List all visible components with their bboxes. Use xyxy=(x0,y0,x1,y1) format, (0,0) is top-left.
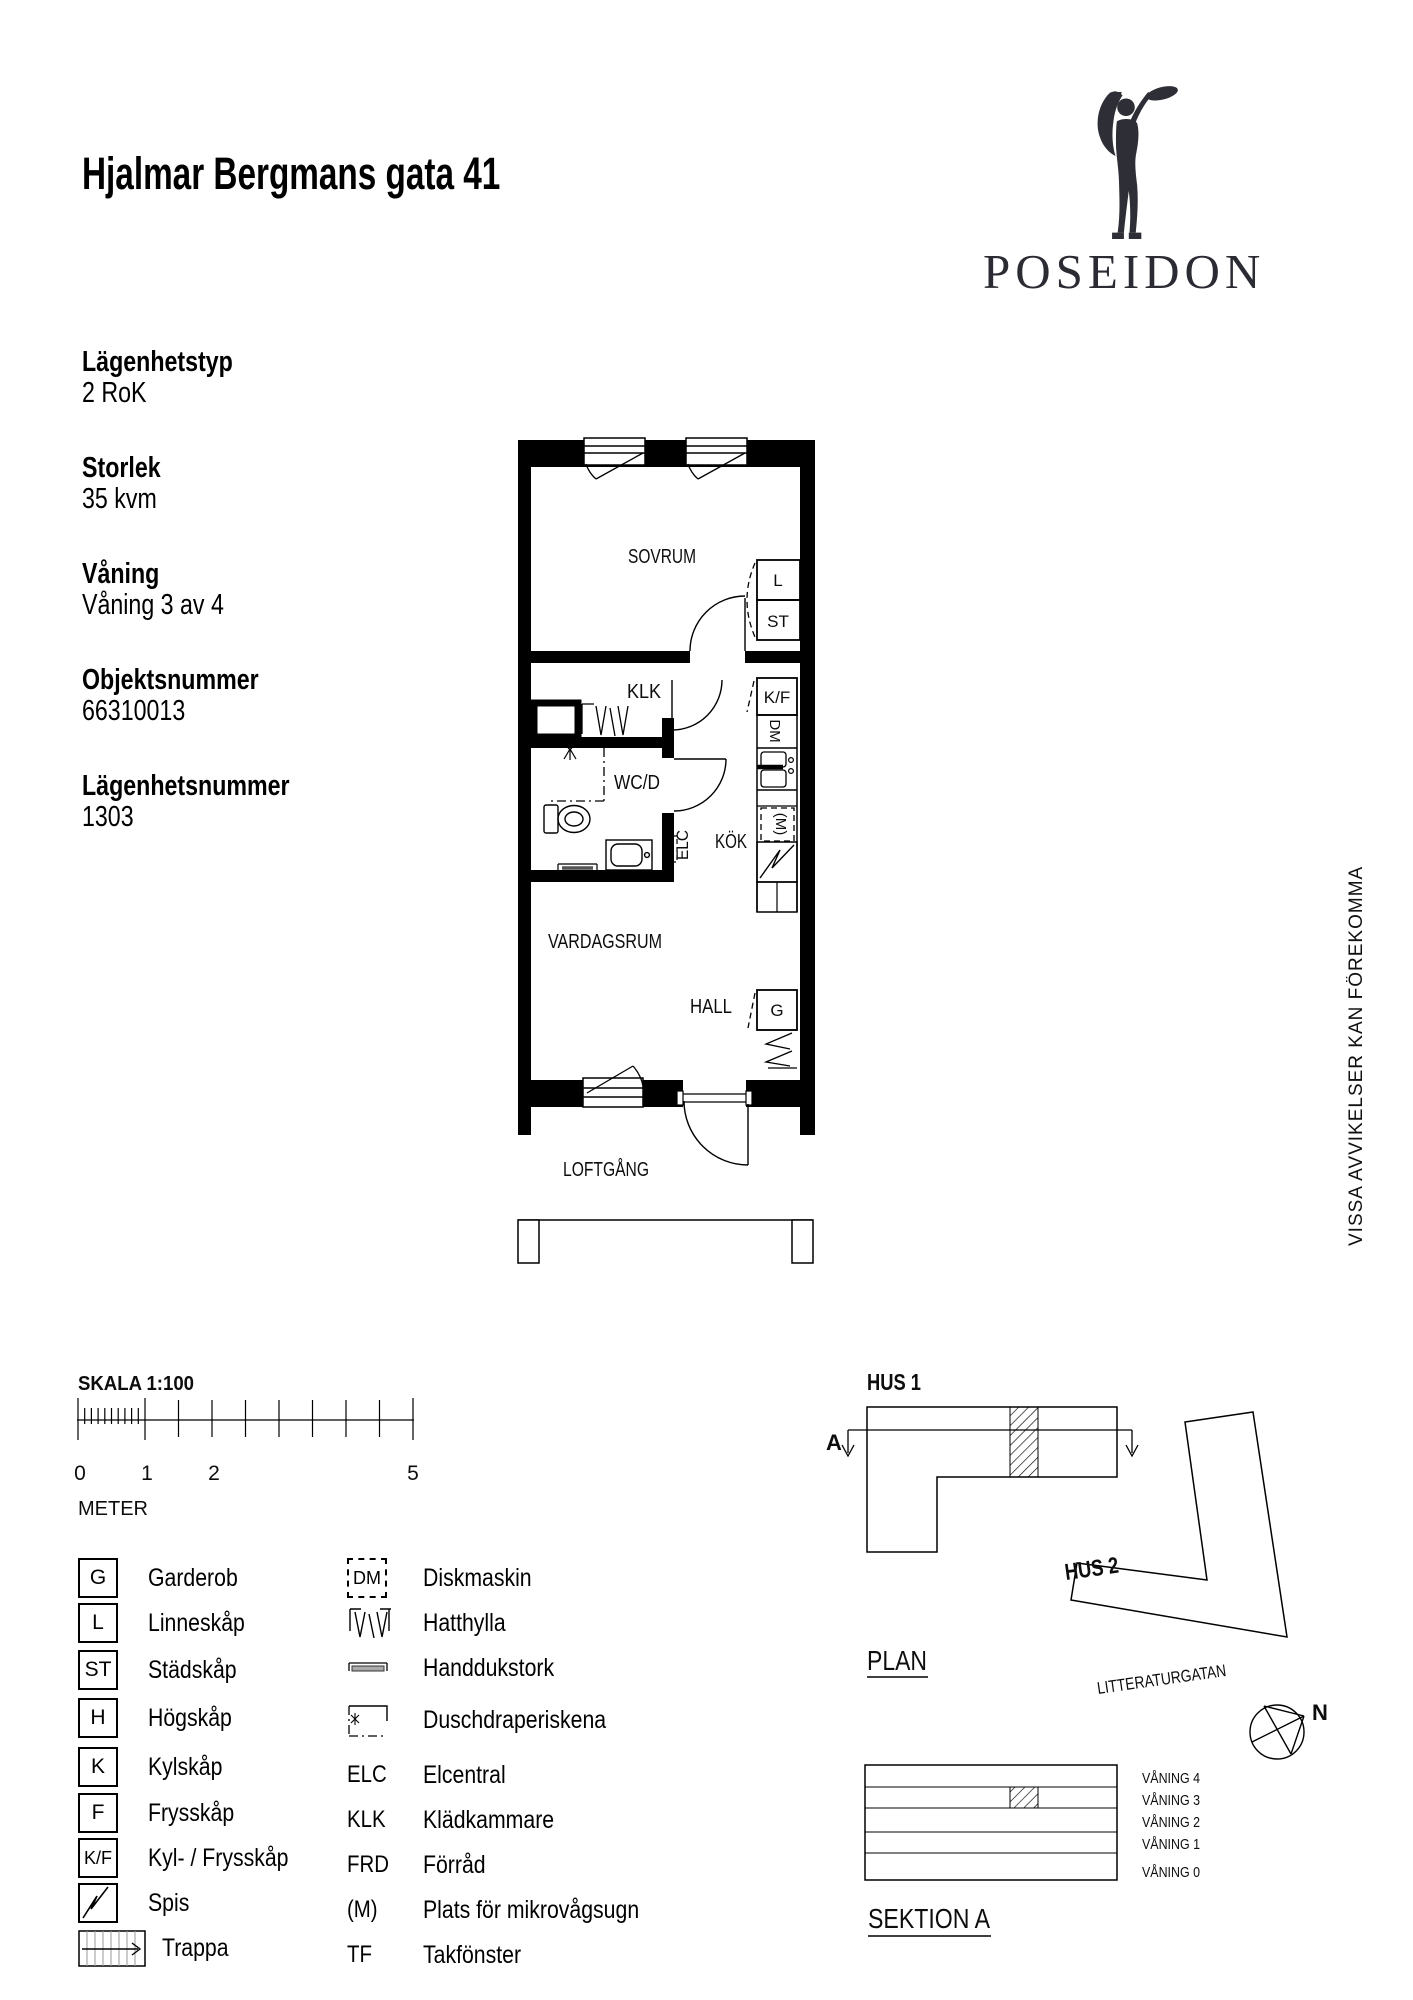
fixture-label-st: ST xyxy=(767,612,789,631)
spis-icon xyxy=(78,1883,118,1923)
north-label: N xyxy=(1312,1700,1328,1725)
legend-row-trappa xyxy=(78,1928,240,1968)
hus1-label: HUS 1 xyxy=(867,1369,922,1395)
diskmaskin-symbol: DM xyxy=(347,1558,387,1598)
legend-row-garderob xyxy=(78,1558,254,1598)
legend-row-duschdraperiskena xyxy=(347,1700,638,1740)
info-vaning xyxy=(82,559,422,621)
fixture-label-kf: K/F xyxy=(763,688,791,707)
legend-row-forrad xyxy=(347,1845,497,1885)
entrance-door xyxy=(677,1080,752,1165)
apartment-position-hatch xyxy=(1010,1407,1038,1477)
forrad-symbol: FRD xyxy=(347,1851,389,1878)
fixture-label-m: (M) xyxy=(772,812,789,836)
info-label: Lägenhetsnummer xyxy=(82,770,290,802)
info-label: Objektsnummer xyxy=(82,664,259,696)
info-label: Storlek xyxy=(82,452,161,484)
info-lagenhetstyp xyxy=(82,347,422,409)
info-storlek xyxy=(82,453,422,515)
scale-tick-2: 2 xyxy=(208,1462,220,1485)
shaft xyxy=(534,703,578,737)
info-lagenhetsnummer xyxy=(82,771,422,833)
legend-label: Klädkammare xyxy=(423,1805,555,1834)
legend-label: Trappa xyxy=(162,1933,229,1962)
info-value: 2 RoK xyxy=(82,377,147,409)
legend-label: Linneskåp xyxy=(148,1608,245,1637)
scale-ruler xyxy=(77,1398,414,1440)
mikro-symbol: (M) xyxy=(347,1896,378,1923)
fixture-label-l: L xyxy=(773,571,783,590)
legend-label: Kyl- / Frysskåp xyxy=(148,1843,289,1872)
legend-row-diskmaskin xyxy=(347,1558,551,1598)
scale-tick-1: 1 xyxy=(141,1462,153,1485)
towel-rail-icon xyxy=(558,864,597,871)
hus2-label: HUS 2 xyxy=(1063,1549,1134,1585)
info-value: 66310013 xyxy=(82,695,186,727)
takfonster-symbol: TF xyxy=(347,1941,372,1968)
legend-label: Handdukstork xyxy=(423,1653,555,1682)
legend-label: Garderob xyxy=(148,1563,238,1592)
scale-unit: METER xyxy=(78,1498,148,1520)
legend-row-frysskap xyxy=(78,1793,249,1833)
washbasin-icon xyxy=(606,840,652,870)
scale-tick-5: 5 xyxy=(407,1462,419,1485)
section-title: SEKTION A xyxy=(868,1903,991,1934)
scale-title: SKALA 1:100 xyxy=(78,1373,194,1395)
legend-label: Kylskåp xyxy=(148,1752,223,1781)
legend-row-linneskap xyxy=(78,1603,262,1643)
info-value: Våning 3 av 4 xyxy=(82,589,224,621)
trappa-icon xyxy=(78,1930,146,1967)
section-apartment-hatch xyxy=(1010,1787,1038,1808)
legend-row-hogskap xyxy=(78,1698,247,1738)
shower-rail xyxy=(547,748,604,801)
room-label-hall: HALL xyxy=(690,996,732,1018)
hatthylla-icon xyxy=(347,1605,393,1641)
stadskap-symbol: ST xyxy=(78,1650,118,1690)
legend-row-stadskap xyxy=(78,1650,252,1690)
floor-label-2: VÅNING 2 xyxy=(1142,1814,1200,1831)
hatthylla-hall-icon xyxy=(766,1033,792,1066)
frysskap-symbol: F xyxy=(78,1793,118,1833)
walkway xyxy=(518,1220,813,1263)
floor-label-4: VÅNING 4 xyxy=(1142,1770,1200,1787)
duschdraperiskena-icon xyxy=(347,1699,391,1741)
kyl-frysskap-symbol: K/F xyxy=(78,1838,118,1878)
info-value: 1303 xyxy=(82,801,134,833)
legend-label: Diskmaskin xyxy=(423,1563,532,1592)
floor-label-3: VÅNING 3 xyxy=(1142,1792,1200,1809)
floor-label-1: VÅNING 1 xyxy=(1142,1836,1200,1853)
legend-row-kladkammare xyxy=(347,1800,577,1840)
statue-icon xyxy=(1056,78,1196,248)
room-label-elc: ELC xyxy=(673,826,692,860)
legend-label: Städskåp xyxy=(148,1655,237,1684)
scale-tick-0: 0 xyxy=(74,1462,86,1485)
section-mark-a: A xyxy=(826,1430,842,1455)
kylskap-symbol: K xyxy=(78,1747,118,1787)
legend-label: Förråd xyxy=(423,1850,486,1879)
handdukstork-icon xyxy=(347,1659,389,1677)
fixture-label-g: G xyxy=(770,1001,784,1020)
garderob-symbol: G xyxy=(78,1558,118,1598)
legend-label: Duschdraperiskena xyxy=(423,1705,607,1734)
floor-label-0: VÅNING 0 xyxy=(1142,1864,1200,1881)
elcentral-symbol: ELC xyxy=(347,1761,387,1788)
section-cut-line xyxy=(842,1430,1138,1456)
siteplan-and-section xyxy=(815,1355,1360,1965)
hus2-outline xyxy=(1071,1412,1287,1637)
legend-label: Plats för mikrovågsugn xyxy=(423,1895,640,1924)
disclaimer-vertical-text: VISSA AVVIKELSER KAN FÖREKOMMA xyxy=(1346,865,1367,1246)
room-label-vardagsrum: VARDAGSRUM xyxy=(548,931,662,953)
legend-row-elcentral xyxy=(347,1755,520,1795)
legend-label: Elcentral xyxy=(423,1760,506,1789)
bathroom-fixtures xyxy=(544,745,677,871)
compass-north-icon xyxy=(1250,1705,1304,1759)
room-label-sovrum: SOVRUM xyxy=(628,546,696,568)
info-value: 35 kvm xyxy=(82,483,157,515)
info-objektsnummer xyxy=(82,665,422,727)
livingroom-window xyxy=(583,1066,643,1107)
room-label-kok: KÖK xyxy=(715,831,748,853)
legend-row-kyl-frysskap xyxy=(78,1838,313,1878)
hogskap-symbol: H xyxy=(78,1698,118,1738)
kladkammare-symbol: KLK xyxy=(347,1806,386,1833)
page-title: Hjalmar Bergmans gata 41 xyxy=(82,148,501,199)
linneskap-symbol: L xyxy=(78,1603,118,1643)
fixture-label-dm: DM xyxy=(766,719,783,743)
plan-label: PLAN xyxy=(867,1645,927,1676)
legend-label: Högskåp xyxy=(148,1703,232,1732)
klk-door xyxy=(672,680,722,730)
legend-row-hatthylla xyxy=(347,1603,520,1643)
room-label-klk: KLK xyxy=(627,681,662,703)
legend-row-kylskap xyxy=(78,1747,236,1787)
floorplan-drawing xyxy=(395,425,865,1310)
legend-label: Hatthylla xyxy=(423,1608,506,1637)
wc-door xyxy=(674,759,726,811)
room-label-loftgang: LOFTGÅNG xyxy=(563,1159,674,1181)
hus1-outline xyxy=(867,1407,1117,1552)
hatthylla-klk-icon xyxy=(582,704,628,736)
toilet-icon xyxy=(544,805,590,833)
legend-label: Takfönster xyxy=(423,1940,522,1969)
room-label-wcd: WC/D xyxy=(614,772,660,794)
section-diagram xyxy=(865,1765,1117,1880)
info-label: Våning xyxy=(82,558,160,590)
legend-row-takfonster xyxy=(347,1935,538,1975)
street-label: LITTERATURGATAN xyxy=(1095,1656,1257,1698)
scale-bar xyxy=(60,1355,440,1535)
bedroom-door xyxy=(690,596,745,651)
legend-row-handdukstork xyxy=(347,1648,577,1688)
legend-row-mikrovagsugn xyxy=(347,1890,677,1930)
legend-label: Spis xyxy=(148,1888,190,1917)
kitchen-fixtures xyxy=(747,678,797,912)
legend-row-spis xyxy=(78,1883,197,1923)
brand-wordmark: POSEIDON xyxy=(983,244,1266,299)
info-label: Lägenhetstyp xyxy=(82,346,233,378)
legend-label: Frysskåp xyxy=(148,1798,235,1827)
poseidon-statue-logo xyxy=(1056,78,1196,248)
